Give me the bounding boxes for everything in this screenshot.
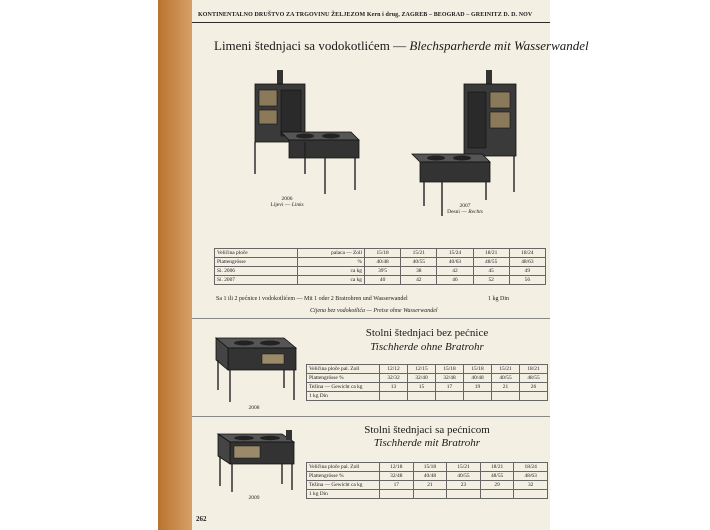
table-cell: Plattengrösse % [307, 374, 380, 383]
table-cell: 32/32 [380, 374, 408, 383]
table-cell: 15/18 [464, 365, 492, 374]
table-cell: 32/48 [380, 472, 414, 481]
caption-2007 [445, 203, 485, 215]
table-cell: 13 [380, 383, 408, 392]
table-cell: 38 [401, 267, 437, 276]
table-cell: 40/55 [447, 472, 481, 481]
table-cell: 17 [380, 481, 414, 490]
table-cell [436, 392, 464, 401]
header-rule [192, 22, 550, 23]
section2-title-de: Tischherde ohne Bratrohr [370, 341, 484, 353]
table-cell: 48/55 [520, 374, 548, 383]
table-cell: 15/21 [401, 249, 437, 258]
section3-title-hr: Stolni štednjaci sa pećnicom [364, 424, 490, 436]
table-cell: Plattengrösse [215, 258, 298, 267]
table-cell: 42 [401, 276, 437, 285]
section2-title-hr: Stolni štednjaci bez pećnice [365, 327, 489, 339]
table-cell: 32 [514, 481, 548, 490]
table-cell: 15/24 [437, 249, 473, 258]
table-cell [480, 490, 514, 499]
caption-2007-de: Rechts [468, 209, 483, 215]
table-row [307, 490, 548, 499]
table-cell: 40/55 [492, 374, 520, 383]
table-cell [514, 490, 548, 499]
table-cell: 49 [509, 267, 545, 276]
caption-2007-text [445, 209, 485, 215]
section3-title-de: Tischherde mit Bratrohr [373, 437, 481, 449]
table-cell [380, 490, 414, 499]
table-cell [408, 392, 436, 401]
section1-title-de: Blechsparherde mit Wasserwandel [409, 38, 589, 53]
table-row [215, 249, 546, 258]
divider-line [192, 416, 550, 417]
table-cell: Težina — Gewicht ca kg [307, 481, 380, 490]
table-cell: 15 [408, 383, 436, 392]
table-cell [447, 490, 481, 499]
table-cell: 42 [437, 267, 473, 276]
caption-2008-number: 2008 [248, 405, 260, 411]
caption-2006-de: Links [291, 202, 304, 208]
table-cell: 21 [492, 383, 520, 392]
caption-2009-number: 2009 [248, 495, 260, 501]
stove-2008-illustration [214, 330, 304, 405]
table-cell: % [298, 258, 365, 267]
table-row [215, 258, 546, 267]
table-row [307, 481, 548, 490]
table-cell: 48/63 [509, 258, 545, 267]
table-cell: 40/48 [464, 374, 492, 383]
table-cell: Veličina ploče pal. Zoll [307, 365, 380, 374]
table-cell: Veličina ploče [215, 249, 298, 258]
table-cell: 12/15 [408, 365, 436, 374]
table-cell: 1 kg Din [307, 392, 380, 401]
table-cell: ca kg [298, 276, 365, 285]
table-cell [464, 392, 492, 401]
table-cell: 15/18 [365, 249, 401, 258]
table-2006-2007 [214, 248, 546, 285]
table-cell: 15/18 [436, 365, 464, 374]
table-cell: 18/24 [509, 249, 545, 258]
table-cell: 40/48 [365, 258, 401, 267]
page-number: 262 [196, 515, 207, 523]
table-cell: 45 [473, 267, 509, 276]
table-cell: Si. 2007 [215, 276, 298, 285]
catalog-page [192, 0, 589, 530]
caption-2006-number: 2006 [281, 196, 293, 202]
table-cell: 32/48 [436, 374, 464, 383]
table-cell: 48/55 [480, 472, 514, 481]
table-cell: 48/55 [473, 258, 509, 267]
stove-2007-illustration [410, 70, 530, 210]
table-cell: 12/18 [380, 463, 414, 472]
table-cell: 15/18 [413, 463, 447, 472]
table-row [215, 267, 546, 276]
table-cell: 15/21 [447, 463, 481, 472]
table-cell: 48/63 [514, 472, 548, 481]
table-cell: Plattengrösse % [307, 472, 380, 481]
table-row [307, 374, 548, 383]
table-cell [492, 392, 520, 401]
table-cell: 12/12 [380, 365, 408, 374]
table-row [307, 383, 548, 392]
table-cell: 29 [480, 481, 514, 490]
table-cell: Si. 2006 [215, 267, 298, 276]
table-cell [380, 392, 408, 401]
caption-2006 [267, 196, 307, 208]
table-cell: 40 [365, 276, 401, 285]
table-cell: 23 [447, 481, 481, 490]
caption-2007-hr: Desni — [447, 209, 467, 215]
section1-title [214, 38, 589, 54]
table-cell: Veličina ploče pal. Zoll [307, 463, 380, 472]
divider-line [192, 318, 550, 319]
section1-title-hr: Limeni štednjaci sa vodokotlićem — [214, 38, 407, 53]
table-cell: 18/21 [520, 365, 548, 374]
table-cell: 46 [437, 276, 473, 285]
page-header: KONTINENTALNO DRUŠTVO ZA TRGOVINU ŽELJEZOM Kern i drug, ZAGREB – BEOGRAD – GREINITZ D. D. NOV [198, 12, 533, 18]
table-cell: palaca — Zoll [298, 249, 365, 258]
table-row [307, 392, 548, 401]
table-row [215, 276, 546, 285]
table-cell: Težina — Gewicht ca kg [307, 383, 380, 392]
table-cell [413, 490, 447, 499]
book-spine [158, 0, 192, 530]
table-2009 [306, 462, 548, 499]
table-cell: 21 [413, 481, 447, 490]
table-row [307, 365, 548, 374]
note-1: Sa 1 ili 2 pećnice i vodokotlićem — Mit 1 oder 2 Bratrohren und Wasserwandel [216, 296, 408, 302]
table-row [307, 472, 548, 481]
caption-2006-text [267, 202, 307, 208]
table-cell: 39'5 [365, 267, 401, 276]
note-1-right: 1 kg Din [488, 296, 509, 302]
table-cell: 40/55 [401, 258, 437, 267]
table-cell: 40/63 [437, 258, 473, 267]
stove-2006-illustration [247, 70, 367, 200]
table-2008 [306, 364, 548, 401]
table-cell: 15/21 [492, 365, 520, 374]
table-cell: 32/40 [408, 374, 436, 383]
table-cell: 40/48 [413, 472, 447, 481]
table-cell: 18/21 [473, 249, 509, 258]
table-cell: 18/21 [480, 463, 514, 472]
table-cell: 1 kg Din [307, 490, 380, 499]
table-cell [520, 392, 548, 401]
table-cell: 56 [509, 276, 545, 285]
note-2: Cijena bez vodokotlića — Preise ohne Wasserwandel [310, 308, 438, 314]
table-cell: 26 [520, 383, 548, 392]
caption-2006-hr: Lijevi — [270, 202, 291, 208]
table-cell: 19 [464, 383, 492, 392]
table-cell: 17 [436, 383, 464, 392]
table-row [307, 463, 548, 472]
caption-2007-number: 2007 [459, 203, 471, 209]
stove-2009-illustration [216, 428, 306, 496]
table-cell: ca kg [298, 267, 365, 276]
table-cell: 52 [473, 276, 509, 285]
table-cell: 18/24 [514, 463, 548, 472]
